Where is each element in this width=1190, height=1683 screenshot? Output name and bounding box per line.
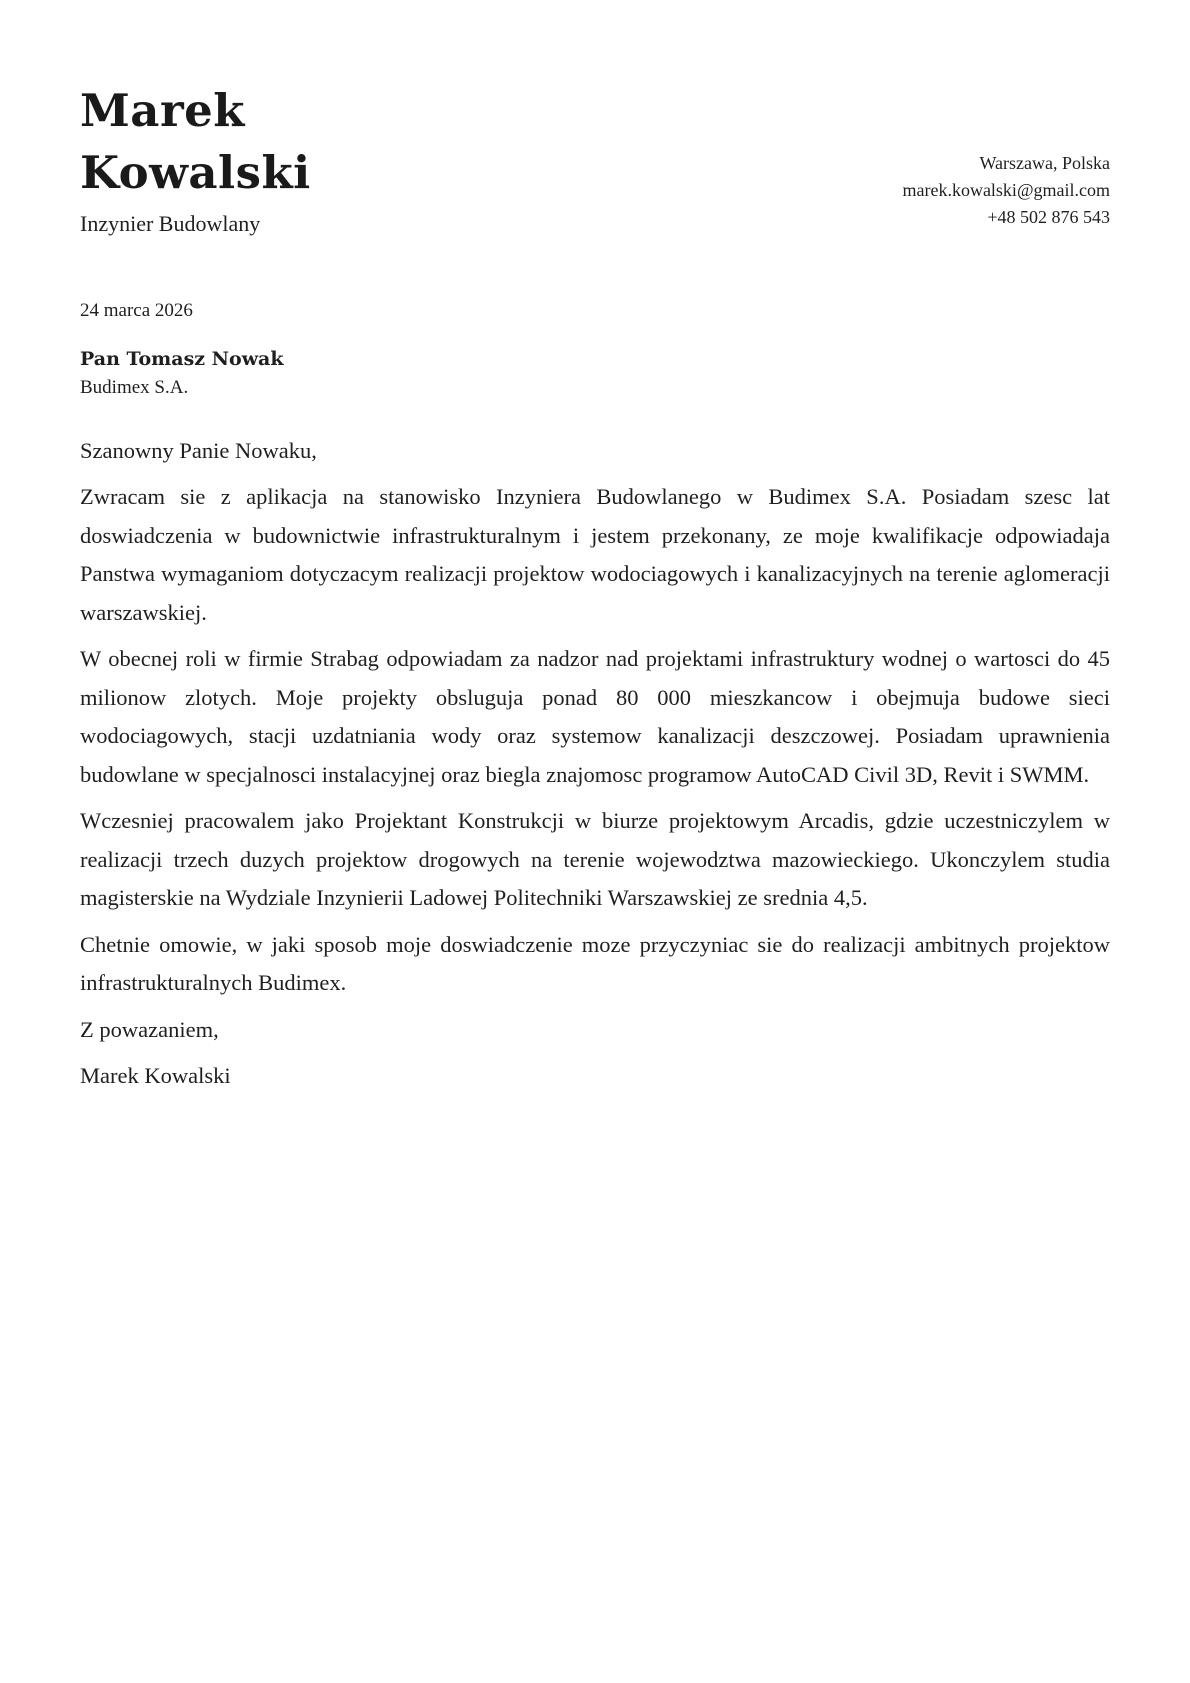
body-paragraph-2: W obecnej roli w firmie Strabag odpowiadam za nadzor nad projektami infrastruktury wodnej o wartosci do 45 milionow zlotych. Moje projekty obsluguja ponad 80 000 mieszkancow i obejmuja budowe sieci wodociagowych, stacji uzdatniania wody oraz systemow kanalizacji deszczowej. Posiadam uprawnienia budowlane w specjalnosci instalacyjnej oraz biegla znajomosc programow AutoCAD Civil 3D, Revit i SWMM. xyxy=(80,646,1110,787)
recipient-name: Pan Tomasz Nowak xyxy=(80,348,284,370)
salutation: Szanowny Panie Nowaku, xyxy=(80,438,317,463)
body-paragraph-3: Wczesniej pracowalem jako Projektant Konstrukcji w biurze projektowym Arcadis, gdzie uczestniczylem w realizacji trzech duzych projektow drogowych na terenie wojewodztwa mazowieckiego. Ukonczylem studia magisterskie na Wydziale Inzynierii Ladowej Politechniki Warszawskiej ze srednia 4,5. xyxy=(80,808,1110,910)
sender-last-name: Kowalski xyxy=(80,146,311,199)
letter-date: 24 marca 2026 xyxy=(80,300,193,321)
letter-header xyxy=(80,80,1110,236)
contact-location: Warszawa, Polska xyxy=(979,153,1110,173)
recipient-block xyxy=(80,344,1110,402)
closing: Z powazaniem, xyxy=(80,1016,219,1042)
recipient-company: Budimex S.A. xyxy=(80,377,189,398)
contact-phone: +48 502 876 543 xyxy=(987,207,1110,227)
contact-email: marek.kowalski@gmail.com xyxy=(902,180,1110,200)
sender-first-name: Marek xyxy=(80,84,245,137)
sender-role: Inzynier Budowlany xyxy=(80,211,261,236)
signature: Marek Kowalski xyxy=(80,1062,231,1088)
body-paragraph-4: Chetnie omowie, w jaki sposob moje doswiadczenie moze przyczyniac sie do realizacji ambitnych projektow infrastrukturalnych Budimex. xyxy=(80,931,1110,995)
contact-block xyxy=(902,150,1110,231)
cover-letter-page xyxy=(80,80,1110,1095)
body-paragraph-1: Zwracam sie z aplikacja na stanowisko Inzyniera Budowlanego w Budimex S.A. Posiadam szesc lat doswiadczenia w budownictwie infrastrukturalnym i jestem przekonany, ze moje kwalifikacje odpowiadaja Panstwa wymaganiom dotyczacym realizacji projektow wodociagowych i kanalizacyjnych na terenie aglomeracji warszawskiej. xyxy=(80,484,1110,625)
